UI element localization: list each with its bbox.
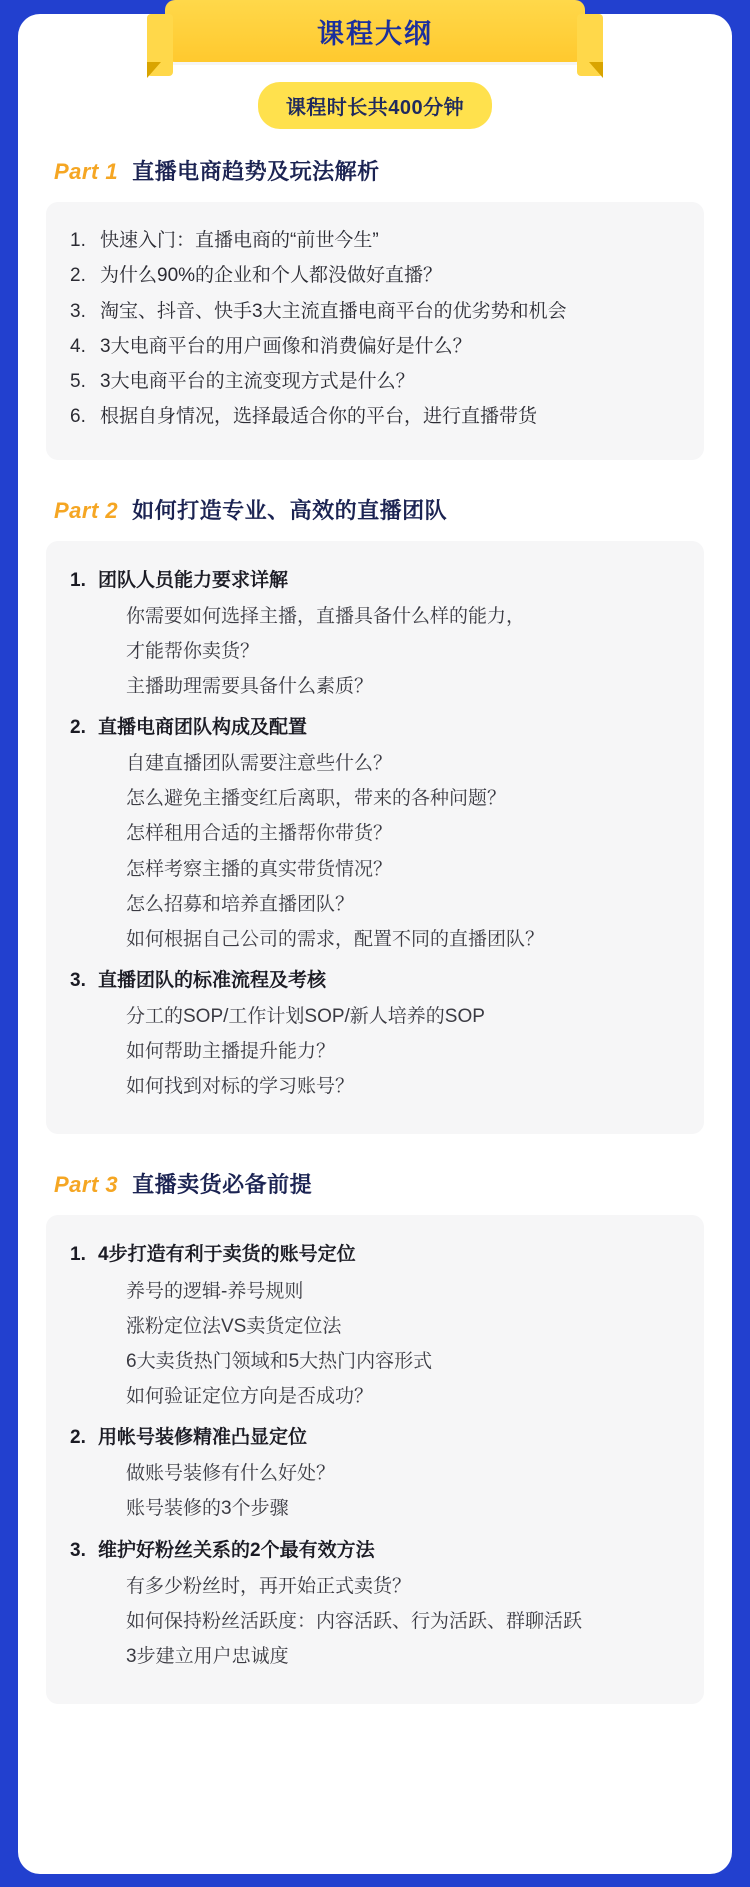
part-heading — [54, 494, 704, 525]
part-label: Part 1 — [54, 159, 119, 184]
group-number: 1. — [70, 1244, 86, 1266]
group-sub-item: 主播助理需要具备什么素质？ — [126, 675, 374, 697]
group-sub-item: 账号装修的3个步骤 — [126, 1498, 289, 1520]
group-sub-item: 如何验证定位方向是否成功？ — [126, 1385, 374, 1407]
group-sub-item: 6大卖货热门领域和5大热门内容形式 — [126, 1350, 433, 1372]
course-outline-card — [18, 14, 732, 1874]
group-number: 1. — [70, 569, 86, 591]
list-item — [70, 295, 680, 328]
part-title: 直播卖货必备前提 — [132, 1172, 313, 1198]
group-number: 2. — [70, 717, 86, 739]
ribbon-tail-left-icon — [147, 62, 161, 78]
page-title: 课程大纲 — [317, 18, 433, 49]
duration-badge-wrapper — [46, 82, 704, 129]
group-sub-item: 怎么避免主播变红后离职，带来的各种问题？ — [126, 788, 507, 810]
group-label: 直播团队的标准流程及考核 — [98, 969, 327, 991]
list-item — [70, 400, 680, 433]
group-title — [70, 1237, 680, 1273]
group-sub-item: 如何保持粉丝活跃度：内容活跃、行为活跃、群聊活跃 — [126, 1610, 583, 1632]
outline-group — [70, 563, 680, 705]
parts-container — [46, 155, 704, 1704]
group-title — [70, 963, 680, 999]
group-sub-item: 如何帮助主播提升能力？ — [126, 1041, 336, 1063]
list-item-number: 1. — [70, 230, 86, 251]
group-sub-item: 怎样考察主播的真实带货情况？ — [126, 858, 393, 880]
group-sub-item: 做账号装修有什么好处？ — [126, 1463, 336, 1485]
list-item-label: 为什么90%的企业和个人都没做好直播？ — [100, 265, 443, 287]
group-sub-item: 如何找到对标的学习账号？ — [126, 1076, 355, 1098]
group-title — [70, 710, 680, 746]
list-item — [70, 224, 680, 257]
part-title: 如何打造专业、高效的直播团队 — [132, 497, 448, 523]
ribbon-tail-right-icon — [589, 62, 603, 78]
group-sub-item: 有多少粉丝时，再开始正式卖货？ — [126, 1575, 412, 1597]
outline-group — [70, 1533, 680, 1675]
part-title: 直播电商趋势及玩法解析 — [132, 159, 380, 184]
list-item-number: 2. — [70, 265, 86, 287]
list-item-label: 快速入门：直播电商的“前世今生” — [100, 230, 379, 251]
outline-group — [70, 710, 680, 957]
part-heading — [54, 1168, 704, 1199]
bottom-spacer — [46, 1738, 704, 1744]
group-sub-item: 3步建立用户忠诚度 — [126, 1645, 289, 1667]
outline-list — [70, 224, 680, 434]
group-sub-item: 如何根据自己公司的需求，配置不同的直播团队？ — [126, 928, 545, 950]
list-item-label: 3大电商平台的用户画像和消费偏好是什么？ — [100, 335, 472, 357]
group-title — [70, 563, 680, 599]
list-item-number: 3. — [70, 300, 86, 322]
list-item — [70, 365, 680, 398]
list-item-label: 3大电商平台的主流变现方式是什么？ — [100, 371, 415, 392]
group-number: 2. — [70, 1427, 86, 1449]
part-content-block — [46, 541, 704, 1135]
group-title — [70, 1420, 680, 1456]
part-label: Part 3 — [54, 1172, 119, 1198]
group-sub-item: 涨粉定位法VS卖货定位法 — [126, 1315, 342, 1337]
group-label: 维护好粉丝关系的2个最有效方法 — [98, 1539, 375, 1561]
list-item — [70, 330, 680, 363]
group-number: 3. — [70, 1539, 86, 1561]
list-item-label: 根据自身情况，选择最适合你的平台，进行直播带货 — [100, 406, 538, 428]
part-content-block — [46, 202, 704, 460]
group-sub-item: 你需要如何选择主播，直播具备什么样的能力， — [126, 605, 526, 627]
group-sub-item: 自建直播团队需要注意些什么？ — [126, 753, 393, 775]
list-item-number: 6. — [70, 406, 86, 428]
list-item-number: 5. — [70, 371, 86, 392]
group-sub-item: 分工的SOP/工作计划SOP/新人培养的SOP — [126, 1006, 485, 1028]
part-heading — [54, 155, 704, 186]
group-label: 4步打造有利于卖货的账号定位 — [98, 1244, 356, 1266]
outline-group — [70, 1237, 680, 1414]
group-sub-item: 才能帮你卖货？ — [126, 640, 260, 662]
group-sub-item: 怎么招募和培养直播团队？ — [126, 893, 355, 915]
group-number: 3. — [70, 969, 86, 991]
list-item-label: 淘宝、抖音、快手3大主流直播电商平台的优劣势和机会 — [100, 300, 567, 322]
group-label: 直播电商团队构成及配置 — [98, 717, 308, 739]
group-title — [70, 1533, 680, 1569]
outline-group — [70, 1420, 680, 1526]
list-item — [70, 259, 680, 292]
course-outline-title-ribbon — [165, 0, 585, 62]
outline-group — [70, 963, 680, 1105]
list-item-number: 4. — [70, 335, 86, 357]
part-content-block — [46, 1215, 704, 1704]
group-label: 团队人员能力要求详解 — [98, 569, 289, 591]
duration-badge: 课程时长共400分钟 — [258, 82, 492, 129]
group-sub-item: 养号的逻辑-养号规则 — [126, 1280, 304, 1302]
group-sub-item: 怎样租用合适的主播帮你带货？ — [126, 823, 393, 845]
part-label: Part 2 — [54, 497, 119, 523]
group-label: 用帐号装修精准凸显定位 — [98, 1427, 308, 1449]
